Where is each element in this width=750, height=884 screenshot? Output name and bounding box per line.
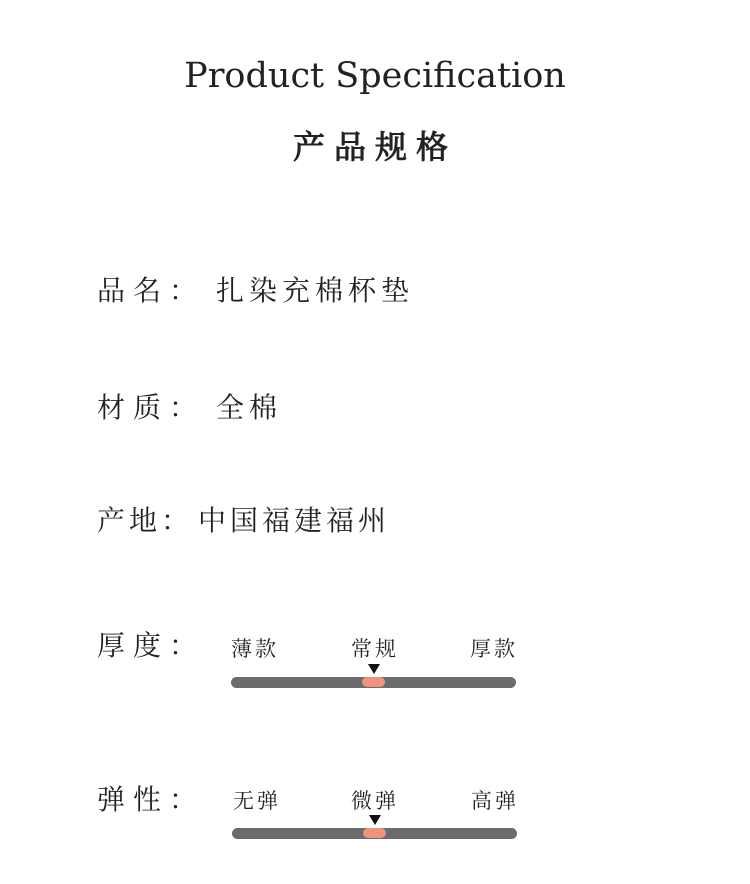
- elasticity-indicator: [363, 828, 386, 838]
- thickness-label: 厚度：: [97, 629, 206, 662]
- thickness-pointer-icon: [368, 664, 380, 674]
- thickness-indicator: [362, 677, 385, 687]
- product-name-label: 品名：: [97, 274, 206, 307]
- thickness-option-thin: 薄款: [231, 637, 279, 661]
- page-title-english: Product Specification: [184, 56, 566, 96]
- elasticity-option-high: 高弹: [471, 789, 519, 813]
- material-value: 全棉: [216, 391, 283, 424]
- elasticity-option-none: 无弹: [233, 789, 281, 813]
- origin-value: 中国福建福州: [198, 504, 391, 537]
- product-name-value: 扎染充棉杯垫: [216, 274, 415, 307]
- material-label: 材质：: [97, 391, 206, 424]
- elasticity-option-slight: 微弹: [351, 789, 399, 813]
- thickness-option-thick: 厚款: [470, 637, 518, 661]
- elasticity-label: 弹性：: [97, 783, 206, 816]
- elasticity-pointer-icon: [369, 815, 381, 825]
- thickness-option-regular: 常规: [351, 637, 399, 661]
- origin-label: 产地：: [97, 504, 194, 537]
- page-title-chinese: 产品规格: [292, 128, 457, 166]
